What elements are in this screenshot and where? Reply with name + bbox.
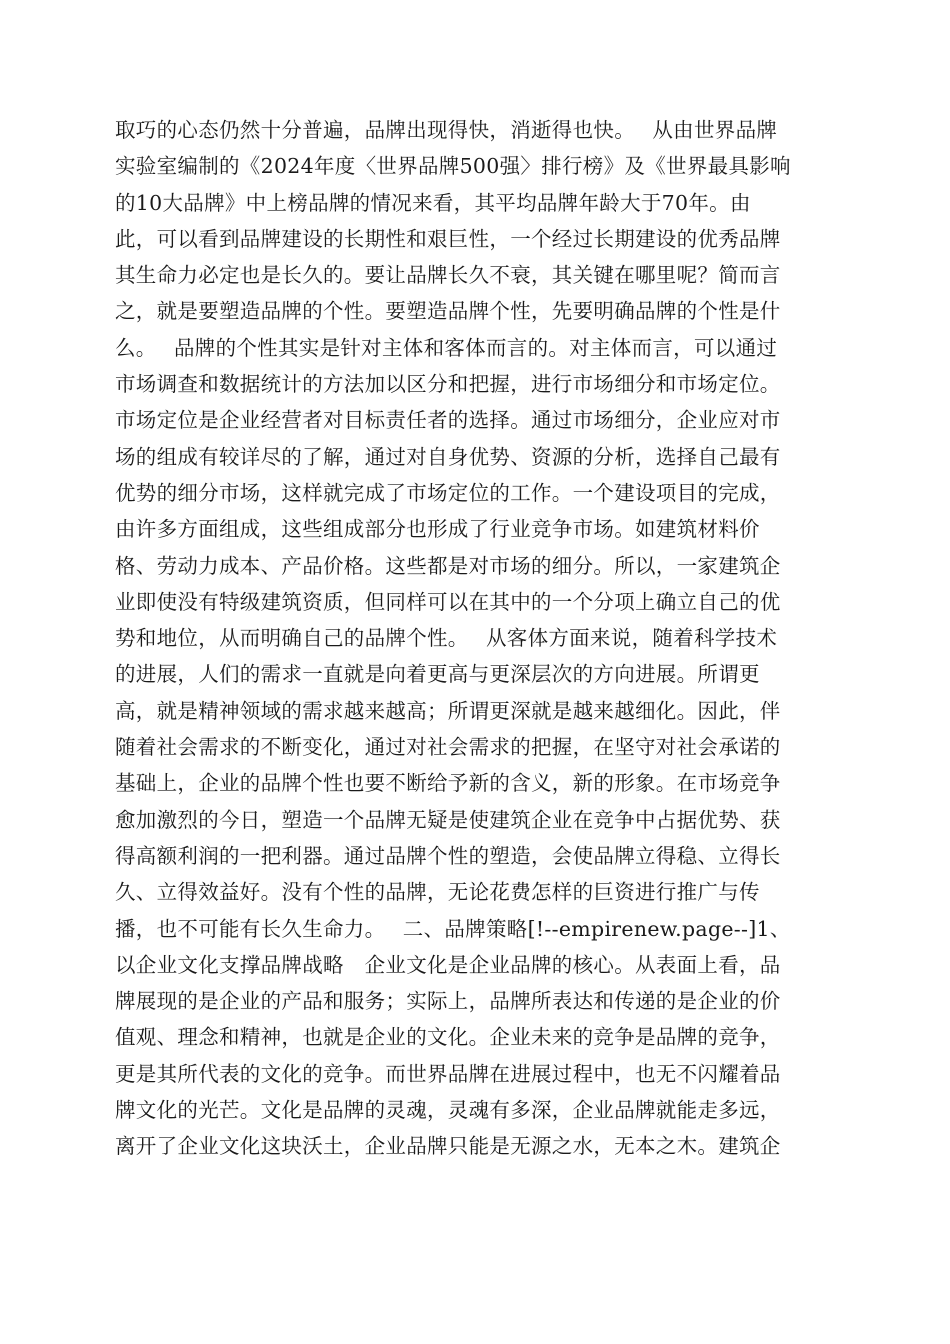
text-line: 格、劳动力成本、产品价格。这些都是对市场的细分。所以，一家建筑企 xyxy=(115,553,781,578)
text-line: 其生命力必定也是长久的。要让品牌长久不衰，其关键在哪里呢？简而言 xyxy=(115,263,781,288)
text-line: 值观、理念和精神，也就是企业的文化。企业未来的竞争是品牌的竞争， xyxy=(115,1025,781,1050)
text-line: 业即使没有特级建筑资质，但同样可以在其中的一个分项上确立自己的优 xyxy=(115,589,781,614)
text-line: 此，可以看到品牌建设的长期性和艰巨性，一个经过长期建设的优秀品牌 xyxy=(115,226,781,251)
text-line: 市场定位是企业经营者对目标责任者的选择。通过市场细分，企业应对市 xyxy=(115,408,781,433)
text-line: 实验室编制的《2024年度〈世界品牌500强〉排行榜》及《世界最具影响 xyxy=(115,154,791,179)
text-line: 更是其所代表的文化的竞争。而世界品牌在进展过程中，也无不闪耀着品 xyxy=(115,1061,781,1086)
text-line: 场的组成有较详尽的了解，通过对自身优势、资源的分析，选择自己最有 xyxy=(115,444,781,469)
text-line: 牌展现的是企业的产品和服务；实际上，品牌所表达和传递的是企业的价 xyxy=(115,989,781,1014)
text-line: 之，就是要塑造品牌的个性。要塑造品牌个性，先要明确品牌的个性是什 xyxy=(115,299,781,324)
text-line: 播，也不可能有长久生命力。 二、品牌策略[!--empirenew.page--]1、 xyxy=(115,916,791,941)
text-line: 高，就是精神领域的需求越来越高；所谓更深就是越来越细化。因此，伴 xyxy=(115,698,781,723)
text-line: 离开了企业文化这块沃土，企业品牌只能是无源之水，无本之木。建筑企 xyxy=(115,1134,781,1159)
document-body-text xyxy=(115,112,835,1165)
text-line: 优势的细分市场，这样就完成了市场定位的工作。一个建设项目的完成， xyxy=(115,480,781,505)
text-line: 久、立得效益好。没有个性的品牌，无论花费怎样的巨资进行推广与传 xyxy=(115,880,760,905)
text-line: 么。 品牌的个性其实是针对主体和客体而言的。对主体而言，可以通过 xyxy=(115,335,778,360)
text-line: 势和地位，从而明确自己的品牌个性。 从客体方面来说，随着科学技术 xyxy=(115,626,778,651)
text-line: 由许多方面组成，这些组成部分也形成了行业竞争市场。如建筑材料价 xyxy=(115,517,760,542)
text-line: 牌文化的光芒。文化是品牌的灵魂，灵魂有多深，企业品牌就能走多远， xyxy=(115,1098,781,1123)
text-line: 的进展，人们的需求一直就是向着更高与更深层次的方向进展。所谓更 xyxy=(115,662,760,687)
text-line: 以企业文化支撑品牌战略 企业文化是企业品牌的核心。从表面上看，品 xyxy=(115,952,781,977)
text-line: 愈加激烈的今日，塑造一个品牌无疑是使建筑企业在竞争中占据优势、获 xyxy=(115,807,781,832)
text-line: 基础上，企业的品牌个性也要不断给予新的含义，新的形象。在市场竞争 xyxy=(115,771,781,796)
text-line: 随着社会需求的不断变化，通过对社会需求的把握，在坚守对社会承诺的 xyxy=(115,735,781,760)
text-line: 的10大品牌》中上榜品牌的情况来看，其平均品牌年龄大于70年。由 xyxy=(115,190,751,215)
text-line: 取巧的心态仍然十分普遍，品牌出现得快，消逝得也快。 从由世界品牌 xyxy=(115,118,778,142)
text-line: 得高额利润的一把利器。通过品牌个性的塑造，会使品牌立得稳、立得长 xyxy=(115,843,781,868)
text-line: 市场调查和数据统计的方法加以区分和把握，进行市场细分和市场定位。 xyxy=(115,372,781,397)
